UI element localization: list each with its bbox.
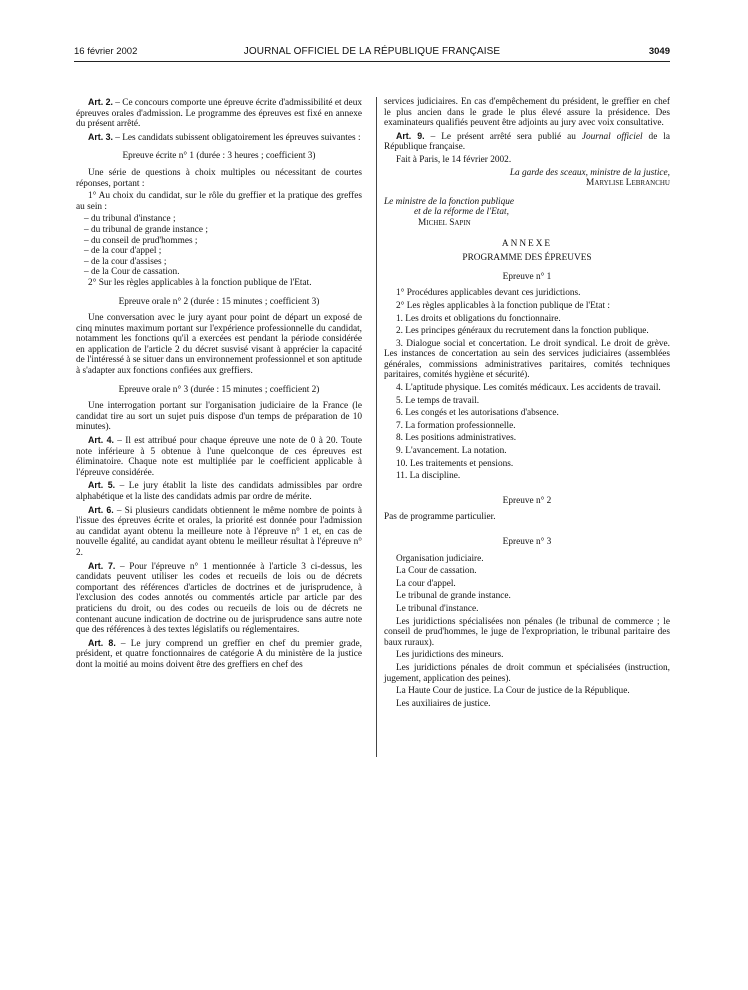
signature-1-title: La garde des sceaux, ministre de la justice, — [509, 167, 670, 178]
list-item: – du tribunal de grande instance ; — [84, 224, 208, 235]
article-8-continued: services judiciaires. En cas d'empêchement du président, le greffier en chef le plus ancien dans le grade le plus élevé assure la présidence. Des examinateurs qualifiés peuvent être adjoints au jury avec voix consultative. — [384, 97, 670, 129]
list-item: – du conseil de prud'hommes ; — [84, 235, 198, 246]
epreuve-2-text: Une conversation avec le jury ayant pour point de départ un exposé de cinq minutes maximum portant sur l'expérience professionnelle du candidat, notamment les fonctions qu'il a exercées est pendant la période considérée en application de l'article 2 du décret susvisé visant à apprécier la capacité de l'intéressé à se situer dans un environnement professionnel et son aptitude à s'adapter aux fonctions confiées aux greffiers. — [76, 313, 362, 377]
epreuve-3-text: Une interrogation portant sur l'organisation judiciaire de la France (le candidat tire au sort un sujet puis dispose d'un temps de préparation de 10 minutes). — [76, 401, 362, 433]
list-item: 10. Les traitements et pensions. — [396, 458, 514, 469]
list-item: 11. La discipline. — [396, 471, 461, 482]
annexe-epreuve-2-heading: Epreuve n° 2 — [502, 495, 552, 506]
epreuve-1-intro: Une série de questions à choix multiples ou nécessitant de courtes réponses, portant : — [76, 167, 362, 189]
list-item: 2° Les règles applicables à la fonction publique de l'Etat : — [396, 300, 610, 311]
programme-heading: PROGRAMME DES ÉPREUVES — [462, 253, 592, 264]
article-8: Art. 8. – Le jury comprend un greffier en chef du premier grade, président, et quatre fonctionnaires de catégorie A du ministère de la justice dont la moitié au moins doivent être des greffiers en chef des — [76, 637, 362, 670]
list-item: Les juridictions spécialisées non pénales (le tribunal de commerce ; le conseil de prud'hommes, le juge de l'expropriation, le tribunal paritaire des baux ruraux). — [384, 616, 670, 648]
list-item: Les juridictions des mineurs. — [396, 650, 504, 661]
list-item: 1. Les droits et obligations du fonctionnaire. — [396, 313, 561, 324]
annexe-heading: ANNEXE — [501, 238, 553, 249]
page-header — [74, 46, 670, 62]
annexe-epreuve-1-heading: Epreuve n° 1 — [502, 271, 552, 282]
epreuve-2-programme: Pas de programme particulier. — [384, 512, 496, 523]
article-4: Art. 4. – Il est attribué pour chaque épreuve une note de 0 à 20. Toute note inférieure à 5 obtenue à l'une quelconque de ces épreuves est éliminatoire. Chaque note est multipliée par le coefficient applicable à l'épreuve considérée. — [76, 435, 362, 478]
article-9: Art. 9. – Le présent arrêté sera publié au Journal officiel de la République française. — [384, 130, 670, 153]
list-item: 9. L'avancement. La notation. — [396, 446, 507, 457]
article-label: Art. 4. — [88, 435, 114, 446]
signature-date: Fait à Paris, le 14 février 2002. — [396, 154, 512, 165]
list-item: 3. Dialogue social et concertation. Le droit syndical. Le droit de grève. Les instances de concertation au sein des services judiciaires (assemblées générales, commissions administratives paritaires, comités techniques paritaires, comités hygiène et sécurité). — [384, 338, 670, 381]
list-item: La Cour de cassation. — [396, 566, 477, 577]
list-item: – de la Cour de cassation. — [84, 267, 180, 278]
header-journal-title: JOURNAL OFFICIEL DE LA RÉPUBLIQUE FRANÇAISE — [243, 46, 501, 57]
header-date: 16 février 2002 — [74, 46, 138, 57]
list-item: Le tribunal de grande instance. — [396, 591, 511, 602]
article-7: Art. 7. – Pour l'épreuve n° 1 mentionnée à l'article 3 ci-dessus, les candidats peuvent utiliser les codes et recueils de lois ou de décrets comportant des références d'articles de doctrines et de jurisprudence, à l'exclusion des codes annotés ou commentés article par article par des praticiens du droit, ou des codes ou recueils de lois ou de décrets ne contenant aucune indication de doctrine ou de jurisprudence sans autre note que des références à des textes législatifs ou réglementaires. — [76, 560, 362, 636]
list-item: – du tribunal d'instance ; — [84, 214, 176, 225]
list-item: 4. L'aptitude physique. Les comités médicaux. Les accidents de travail. — [396, 383, 661, 394]
list-item: 1° Procédures applicables devant ces juridictions. — [396, 288, 581, 299]
article-label: Art. 5. — [88, 480, 116, 491]
list-item: La cour d'appel. — [396, 578, 456, 589]
list-item: 6. Les congés et les autorisations d'absence. — [396, 408, 559, 419]
epreuve-1-point-1: 1° Au choix du candidat, sur le rôle du greffier et la pratique des greffes au sein : — [76, 191, 362, 212]
article-label: Art. 9. — [396, 130, 425, 141]
header-rule — [74, 61, 670, 62]
list-item: La Haute Cour de justice. La Cour de justice de la République. — [396, 686, 630, 697]
article-label: Art. 3. — [88, 131, 113, 142]
signature-2-name: Michel Sapin — [418, 217, 471, 228]
list-item: 8. Les positions administratives. — [396, 433, 517, 444]
list-item: – de la cour d'appel ; — [84, 246, 162, 257]
article-label: Art. 6. — [88, 504, 114, 515]
signature-1-name: Marylise Lebranchu — [586, 178, 670, 189]
list-item: 2. Les principes généraux du recrutement dans la fonction publique. — [396, 326, 649, 337]
list-item: Organisation judiciaire. — [396, 553, 484, 564]
epreuve-1-heading: Epreuve écrite n° 1 (durée : 3 heures ; coefficient 3) — [122, 151, 316, 162]
list-item: 7. La formation professionnelle. — [396, 420, 516, 431]
list-item: – de la cour d'assises ; — [84, 256, 167, 267]
list-item: 5. Le temps de travail. — [396, 395, 480, 406]
epreuve-1-point-2: 2° Sur les règles applicables à la fonction publique de l'Etat. — [88, 277, 312, 288]
column-separator — [376, 97, 377, 757]
signature-2-title-line-2: et de la réforme de l'Etat, — [414, 207, 509, 218]
article-2: Art. 2. – Ce concours comporte une épreuve écrite d'admissibilité et deux épreuves orales d'admission. Le programme des épreuves est fixé en annexe du présent arrêté. — [76, 97, 362, 130]
list-item: Les auxiliaires de justice. — [396, 698, 491, 709]
list-item: Les juridictions pénales de droit commun et spécialisées (instruction, jugement, application des peines). — [384, 662, 670, 684]
article-label: Art. 7. — [88, 560, 116, 571]
annexe-epreuve-3-heading: Epreuve n° 3 — [502, 537, 552, 547]
right-column — [384, 97, 670, 711]
signature-2-title: Le ministre de la fonction publique — [384, 196, 515, 207]
header-page-number: 3049 — [648, 46, 670, 57]
article-5: Art. 5. – Le jury établit la liste des candidats admissibles par ordre alphabétique et la liste des candidats admis par ordre de mérite. — [76, 480, 362, 502]
article-3: Art. 3. – Les candidats subissent obligatoirement les épreuves suivantes : — [88, 131, 361, 143]
left-column — [76, 97, 362, 673]
article-label: Art. 8. — [88, 637, 116, 648]
list-item: Le tribunal d'instance. — [396, 603, 479, 614]
epreuve-3-heading: Epreuve orale n° 3 (durée : 15 minutes ; coefficient 2) — [118, 384, 320, 395]
epreuve-2-heading: Epreuve orale n° 2 (durée : 15 minutes ; coefficient 3) — [118, 296, 320, 307]
article-6: Art. 6. – Si plusieurs candidats obtiennent le même nombre de points à l'issue des épreuves écrite et orales, la priorité est donnée pour l'admission au candidat ayant obtenu la meilleure note à l'épreuve n° 1 et, en cas de nouvelle égalité, au candidat ayant obtenu le meilleur résultat à l'épreuve n° 2. — [76, 504, 362, 558]
article-label: Art. 2. — [88, 97, 113, 107]
